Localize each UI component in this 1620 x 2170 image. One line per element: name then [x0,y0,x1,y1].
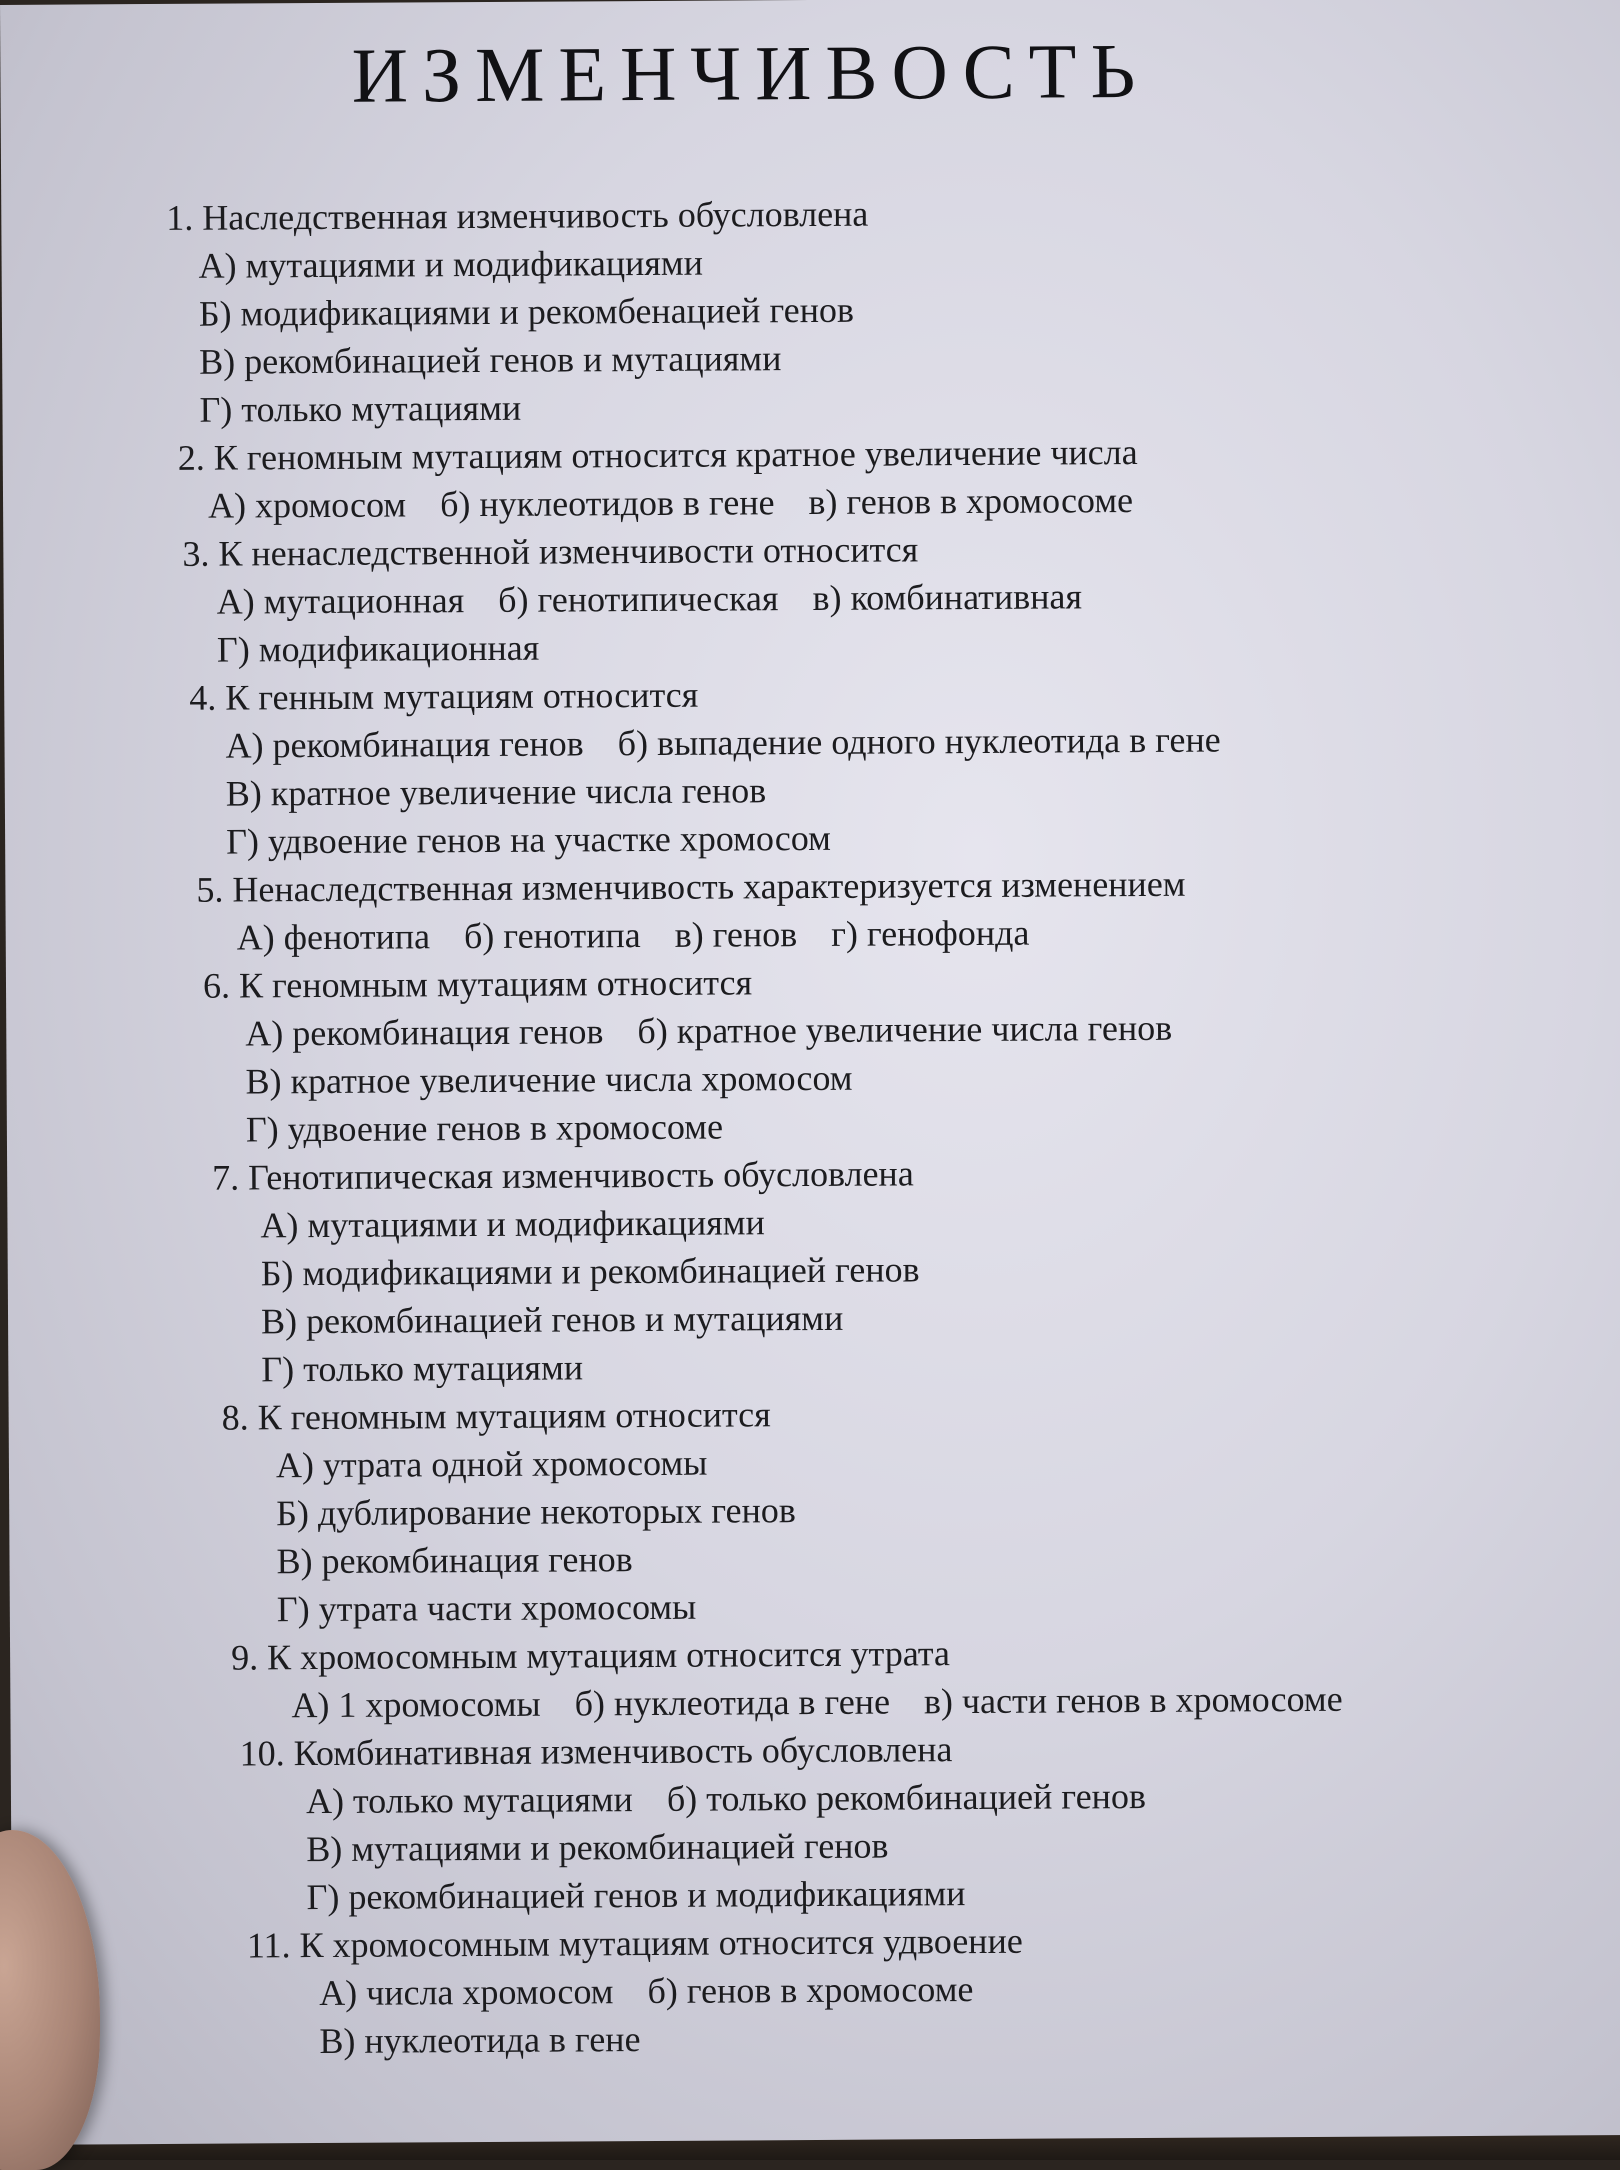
answer-option: В) рекомбинацией генов и мутациями [199,338,782,382]
answer-option: б) выпадение одного нуклеотида в гене [617,719,1221,764]
question-block [240,1722,1477,1922]
answer-row [231,1674,1475,1730]
question-block [182,522,1469,674]
answer-row [240,1818,1476,1874]
question-block [196,858,1471,962]
answer-option: А) рекомбинация генов [245,1011,604,1054]
answer-option: в) генов в хромосоме [808,480,1134,523]
question-text: 1. Наследственная изменчивость обусловлена [166,193,869,238]
answer-option: А) утрата одной хромосомы [275,1442,708,1486]
answer-row [222,1530,1474,1586]
answer-option: В) кратное увеличение числа хромосом [245,1057,853,1102]
answer-option: В) рекомбинация генов [276,1539,633,1582]
answer-option: в) генов [674,914,798,955]
question-text: 3. К ненаследственной изменчивости относится [182,529,919,574]
question-text: 10. Комбинативная изменчивость обусловлена [239,1729,953,1774]
answer-option: Б) модификациями и рекомбинацией генов [260,1249,920,1294]
question-block [166,186,1467,434]
answer-row [167,378,1467,434]
answer-option: А) фенотипа [236,916,431,958]
answer-row [240,1866,1476,1922]
answer-option: Г) рекомбинацией генов и модификациями [306,1873,966,1918]
question-block [189,666,1470,866]
answer-option: А) только мутациями [305,1779,633,1822]
answer-option: А) хромосом [207,484,407,526]
answer-row [203,1002,1471,1058]
answer-option: б) нуклеотидов в гене [440,482,775,525]
question-block [203,954,1472,1154]
answer-option: В) рекомбинацией генов и мутациями [260,1297,844,1342]
answer-option: В) кратное увеличение числа генов [225,770,767,814]
question-text: 2. К геномным мутациям относится кратное увеличение числа [177,432,1138,478]
answer-option: Г) удвоение генов на участке хромосом [226,817,831,862]
answer-row [189,714,1469,770]
question-text: 7. Генотипическая изменчивость обусловлена [212,1153,914,1198]
answer-option: А) 1 хромосомы [291,1683,541,1726]
answer-row [204,1098,1472,1154]
answer-option: А) рекомбинация генов [225,723,584,766]
answer-option: А) мутационная [216,580,465,622]
answer-option: Г) модификационная [216,627,540,670]
answer-option: Г) только мутациями [261,1347,584,1390]
question-text: 8. К геномным мутациям относится [221,1394,771,1438]
question-text: 5. Ненаследственная изменчивость характеризуется изменением [196,863,1186,910]
question-list [166,186,1477,2066]
answer-option: Б) модификациями и рекомбенацией генов [198,289,855,334]
question-text: 4. К генным мутациям относится [189,674,699,718]
question-block [178,426,1469,530]
answer-row [190,810,1470,866]
answer-row [183,570,1469,626]
answer-option: Г) утрата части хромосомы [276,1586,697,1630]
answer-row [240,1770,1476,1826]
answer-row [178,474,1468,530]
answer-option: б) кратное увеличение числа генов [637,1007,1173,1052]
answer-option: г) генофонда [831,912,1030,954]
answer-option: А) числа хромосом [319,1971,614,2014]
answer-row [183,618,1469,674]
answer-option: б) генов в хромосоме [647,1969,974,2012]
answer-row [247,2010,1477,2066]
question-block [247,1914,1478,2066]
answer-row [197,906,1471,962]
answer-row [222,1434,1474,1490]
answer-option: А) мутациями и модификациями [260,1202,765,1246]
answer-row [213,1242,1473,1298]
answer-option: Б) дублирование некоторых генов [276,1490,796,1534]
answer-row [166,234,1466,290]
answer-option: Г) только мутациями [199,387,522,430]
answer-option: А) мутациями и модификациями [198,242,704,286]
answer-option: б) генотипа [463,915,641,957]
page-title: ИЗМЕНЧИВОСТЬ [351,26,1150,119]
answer-row [167,330,1467,386]
answer-row [247,1962,1477,2018]
answer-option: в) части генов в хромосоме [923,1678,1343,1722]
answer-row [213,1338,1473,1394]
answer-row [213,1290,1473,1346]
answer-row [212,1194,1472,1250]
answer-option: Г) удвоение генов в хромосоме [245,1106,724,1150]
answer-row [222,1482,1474,1538]
question-block [212,1146,1473,1394]
answer-option: В) нуклеотида в гене [319,2019,641,2062]
answer-option: в) комбинативная [812,576,1083,618]
question-text: 9. К хромосомным мутациям относится утрата [230,1633,951,1678]
question-block [222,1386,1475,1634]
answer-option: б) генотипическая [498,578,779,620]
answer-option: В) мутациями и рекомбинацией генов [306,1825,889,1870]
answer-option: б) только рекомбинацией генов [666,1775,1147,1819]
answer-option: б) нуклеотида в гене [574,1681,891,1724]
answer-row [203,1050,1471,1106]
answer-row [223,1578,1475,1634]
question-text: 11. К хромосомным мутациям относится удвоение [246,1920,1023,1966]
answer-row [190,762,1470,818]
answer-row [167,282,1467,338]
question-block [231,1626,1476,1730]
question-text: 6. К геномным мутациям относится [202,962,753,1006]
